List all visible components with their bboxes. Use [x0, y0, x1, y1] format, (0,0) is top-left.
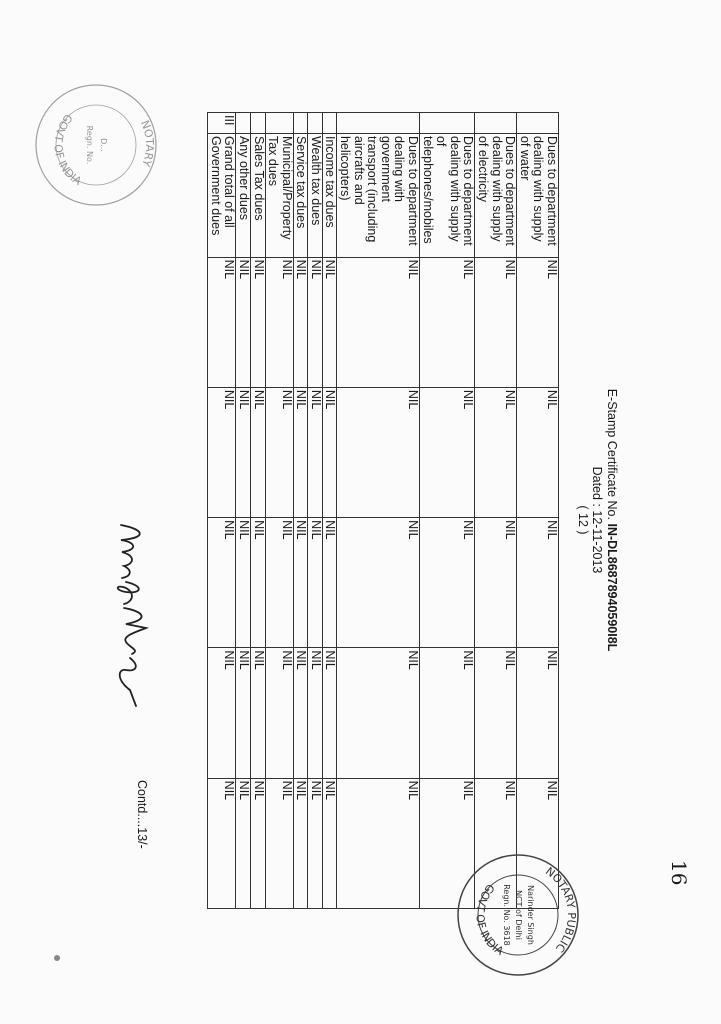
- value-cell: NIL: [293, 648, 308, 778]
- value-cell: NIL: [420, 518, 475, 648]
- value-cell: NIL: [250, 518, 265, 648]
- value-cell: NIL: [420, 387, 475, 517]
- value-cell: NIL: [475, 257, 517, 387]
- value-cell: NIL: [308, 257, 323, 387]
- row-number: [517, 113, 559, 134]
- table-row: [322, 113, 337, 909]
- value-cell: NIL: [420, 257, 475, 387]
- row-label: Income tax dues: [322, 133, 337, 257]
- row-number: [308, 113, 323, 134]
- value-cell: NIL: [236, 518, 251, 648]
- value-cell: NIL: [475, 648, 517, 778]
- value-cell: NIL: [265, 778, 293, 908]
- value-cell: NIL: [293, 257, 308, 387]
- value-cell: NIL: [236, 387, 251, 517]
- value-cell: NIL: [475, 778, 517, 908]
- row-label: Dues to department dealing with supply of telephones/mobiles: [420, 133, 475, 257]
- stamp2-top: NOTARY: [137, 118, 157, 169]
- row-label: Dues to department dealing with government transport (including aircrafts and helicopters): [337, 133, 420, 257]
- certificate-line: [604, 300, 619, 740]
- value-cell: NIL: [475, 387, 517, 517]
- stamp2-bottom: GOVT OF INDIA: [51, 111, 84, 188]
- value-cell: NIL: [265, 387, 293, 517]
- row-label: Sales Tax dues: [250, 133, 265, 257]
- value-cell: NIL: [322, 257, 337, 387]
- value-cell: NIL: [337, 387, 420, 517]
- value-cell: NIL: [293, 518, 308, 648]
- value-cell: NIL: [517, 518, 559, 648]
- value-cell: NIL: [250, 778, 265, 908]
- faint-notary-stamp-icon: [31, 80, 161, 210]
- value-cell: NIL: [250, 257, 265, 387]
- value-cell: NIL: [308, 648, 323, 778]
- value-cell: NIL: [337, 648, 420, 778]
- table-row: [293, 113, 308, 909]
- value-cell: NIL: [322, 648, 337, 778]
- svg-text:GOVT OF INDIA: [51, 111, 84, 188]
- value-cell: NIL: [322, 778, 337, 908]
- value-cell: NIL: [517, 387, 559, 517]
- value-cell: NIL: [308, 778, 323, 908]
- row-label: Service tax dues: [293, 133, 308, 257]
- table-row: [337, 113, 420, 909]
- page-mark: 16: [667, 860, 691, 886]
- value-cell: NIL: [420, 648, 475, 778]
- stamp1-region: NCT of Delhi: [514, 890, 523, 940]
- stamp2-regn: Regn. No.: [85, 125, 94, 165]
- row-number: [293, 113, 308, 134]
- row-label: Wealth tax dues: [308, 133, 323, 257]
- scan-speck: [54, 955, 60, 961]
- value-cell: NIL: [337, 257, 420, 387]
- row-label: Dues to department dealing with supply of water: [517, 133, 559, 257]
- dated-line: Dated : 12-11-2013: [590, 466, 604, 574]
- stamp1-regn: Regn. No. 3618: [502, 884, 511, 946]
- value-cell: NIL: [236, 648, 251, 778]
- value-cell: NIL: [265, 648, 293, 778]
- value-cell: NIL: [475, 518, 517, 648]
- row-label: Any other dues: [236, 133, 251, 257]
- certificate-number: IN-DL86878940590I8L: [605, 523, 619, 652]
- value-cell: NIL: [265, 518, 293, 648]
- value-cell: NIL: [337, 778, 420, 908]
- value-cell: NIL: [208, 257, 236, 387]
- value-cell: NIL: [337, 518, 420, 648]
- value-cell: NIL: [208, 518, 236, 648]
- certificate-label: E-Stamp Certificate No.: [605, 388, 619, 524]
- notary-stamp-icon: [453, 850, 583, 980]
- table-row: [208, 113, 236, 909]
- row-label: Dues to department dealing with supply of electricity: [475, 133, 517, 257]
- value-cell: NIL: [308, 387, 323, 517]
- value-cell: NIL: [420, 778, 475, 908]
- continued-note: Contd....13/-: [135, 780, 149, 849]
- row-number: [322, 113, 337, 134]
- stamp1-bottom: GOVT OF INDIA: [473, 881, 506, 958]
- row-number: [420, 113, 475, 134]
- table-row: [250, 113, 265, 909]
- table-row: [420, 113, 475, 909]
- signature-icon: [96, 520, 166, 720]
- stamp1-top: NOTARY PUBLIC: [543, 864, 579, 955]
- table-row: [236, 113, 251, 909]
- table-row: [517, 113, 559, 909]
- table-row: [475, 113, 517, 909]
- value-cell: NIL: [293, 387, 308, 517]
- value-cell: NIL: [517, 257, 559, 387]
- value-cell: NIL: [250, 387, 265, 517]
- value-cell: NIL: [236, 257, 251, 387]
- value-cell: NIL: [322, 387, 337, 517]
- value-cell: NIL: [265, 257, 293, 387]
- row-number: [236, 113, 251, 134]
- row-number: [250, 113, 265, 134]
- row-number: [265, 113, 293, 134]
- value-cell: NIL: [517, 778, 559, 908]
- table-row: [265, 113, 293, 909]
- row-number: [475, 113, 517, 134]
- row-label: Municipal/Property Tax dues: [265, 133, 293, 257]
- dues-table: [207, 112, 559, 909]
- stamp1-name: Narinder Singh: [526, 885, 535, 945]
- value-cell: NIL: [322, 518, 337, 648]
- page-number: ( 12 ): [576, 505, 590, 535]
- value-cell: NIL: [208, 778, 236, 908]
- value-cell: NIL: [517, 648, 559, 778]
- value-cell: NIL: [208, 648, 236, 778]
- value-cell: NIL: [208, 387, 236, 517]
- value-cell: NIL: [308, 518, 323, 648]
- row-label: Grand total of all Government dues: [208, 133, 236, 257]
- row-number: [337, 113, 420, 134]
- row-number: III: [208, 113, 236, 134]
- value-cell: NIL: [236, 778, 251, 908]
- value-cell: NIL: [293, 778, 308, 908]
- stamp2-mid: D...: [99, 138, 108, 152]
- value-cell: NIL: [250, 648, 265, 778]
- table-row: [308, 113, 323, 909]
